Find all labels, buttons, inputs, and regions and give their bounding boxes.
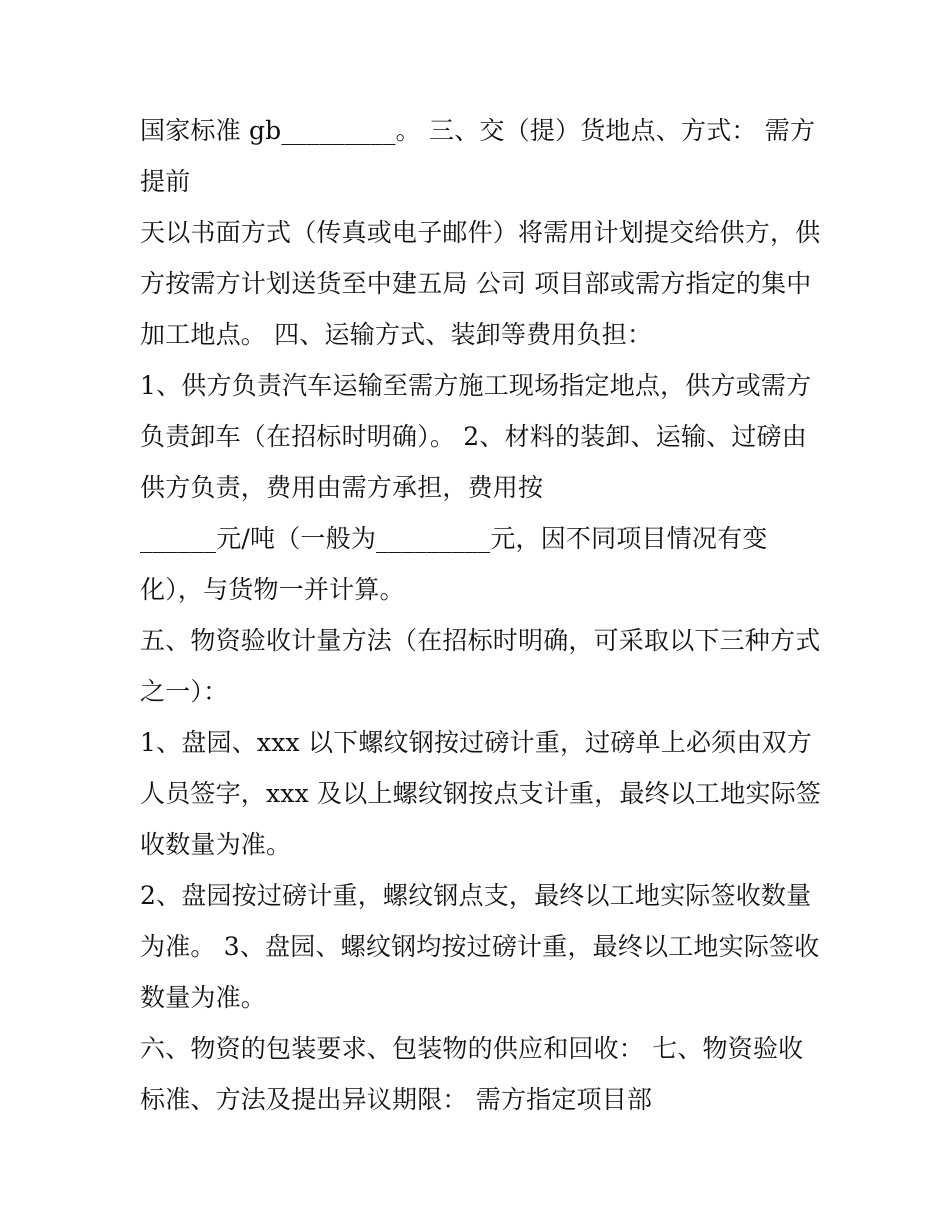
text-line: 五、物资验收计量方法（在招标时明确，可采取以下三种方式 <box>140 626 821 655</box>
text-line: 六、物资的包装要求、包装物的供应和回收： 七、物资验收 <box>140 1034 804 1063</box>
text-line: 提前 <box>140 167 191 196</box>
text-line: 国家标准 gb_________。 三、交（提）货地点、方式： 需方 <box>140 116 816 145</box>
text-line: 1、盘园、xxx 以下螺纹钢按过磅计重，过磅单上必须由双方 <box>140 728 812 757</box>
document-page <box>140 105 820 1125</box>
text-line: 数量为准。 <box>140 983 267 1012</box>
text-line: 之一）： <box>140 677 229 706</box>
text-line: 2、盘园按过磅计重，螺纹钢点支，最终以工地实际签收数量 <box>140 881 812 910</box>
text-line: 负责卸车（在招标时明确）。 2、材料的装卸、运输、过磅由 <box>140 422 807 451</box>
text-line: 为准。 3、盘园、螺纹钢均按过磅计重，最终以工地实际签收 <box>140 932 820 961</box>
text-line: 天以书面方式（传真或电子邮件）将需用计划提交给供方，供 <box>140 218 821 247</box>
text-line: 标准、方法及提出异议期限： 需方指定项目部 <box>140 1085 653 1114</box>
text-line: 化），与货物一并计算。 <box>140 575 405 604</box>
text-line: 方按需方计划送货至中建五局 公司 项目部或需方指定的集中 <box>140 269 812 298</box>
text-line: 人员签字，xxx 及以上螺纹钢按点支计重，最终以工地实际签 <box>140 779 822 808</box>
text-line: 供方负责，费用由需方承担，费用按 <box>140 473 544 502</box>
text-line: 收数量为准。 <box>140 830 292 859</box>
text-line: 加工地点。 四、运输方式、装卸等费用负担： <box>140 320 653 349</box>
text-line: 1、供方负责汽车运输至需方施工现场指定地点，供方或需方 <box>140 371 812 400</box>
text-line: ______元/吨（一般为_________元，因不同项目情况有变 <box>140 524 768 553</box>
